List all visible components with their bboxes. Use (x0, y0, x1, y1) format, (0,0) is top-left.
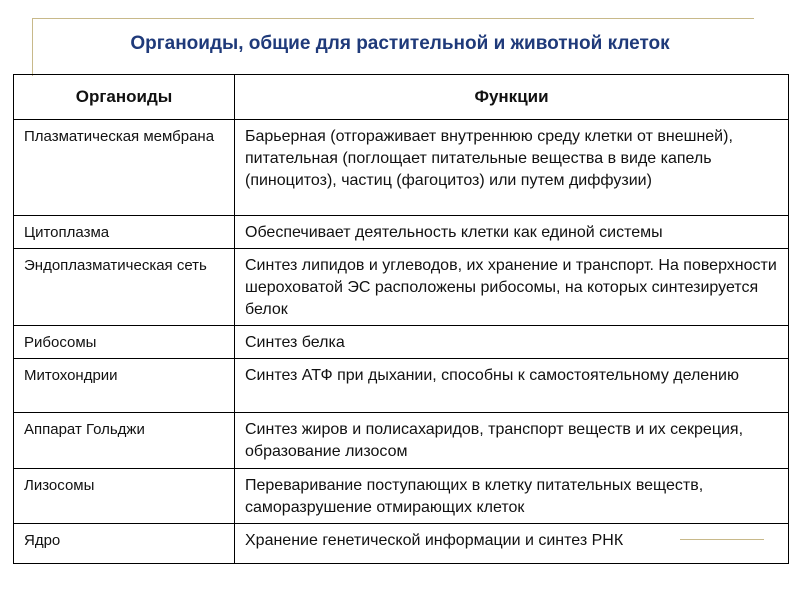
organelles-table (13, 74, 789, 564)
decorative-bottom-line (680, 539, 764, 540)
organelle-function: Синтез АТФ при дыхании, способны к самостоятельному делению (235, 359, 789, 413)
organelle-function: Обеспечивает деятельность клетки как единой системы (235, 216, 789, 249)
table-row (14, 469, 789, 524)
table-row (14, 524, 789, 564)
header-functions: Функции (235, 75, 789, 120)
page-title: Органоиды, общие для растительной и животной клеток (130, 33, 670, 54)
table-header-row (14, 75, 789, 120)
organelle-name: Лизосомы (14, 469, 235, 524)
table-row (14, 216, 789, 249)
organelle-function: Синтез жиров и полисахаридов, транспорт веществ и их секреция, образование лизосом (235, 413, 789, 469)
organelle-function: Барьерная (отгораживает внутреннюю среду клетки от внешней), питательная (поглощает питательные вещества в виде капель (пиноцитоз), частиц (фагоцитоз) или путем диффузии) (235, 120, 789, 216)
organelles-table-container (13, 74, 788, 564)
table-row (14, 326, 789, 359)
organelle-name: Цитоплазма (14, 216, 235, 249)
organelle-name: Плазматическая мембрана (14, 120, 235, 216)
organelle-function: Переваривание поступающих в клетку питательных веществ, саморазрушение отмирающих клеток (235, 469, 789, 524)
table-row (14, 359, 789, 413)
organelle-name: Аппарат Гольджи (14, 413, 235, 469)
organelle-function: Синтез белка (235, 326, 789, 359)
organelle-function: Синтез липидов и углеводов, их хранение и транспорт. На поверхности шероховатой ЭС расположены рибосомы, на которых синтезируется белок (235, 249, 789, 326)
table-row (14, 120, 789, 216)
organelle-name: Ядро (14, 524, 235, 564)
table-row (14, 249, 789, 326)
header-organelles: Органоиды (14, 75, 235, 120)
organelle-function: Хранение генетической информации и синтез РНК (235, 524, 789, 564)
organelle-name: Эндоплазматическая сеть (14, 249, 235, 326)
table-row (14, 413, 789, 469)
organelle-name: Митохондрии (14, 359, 235, 413)
organelle-name: Рибосомы (14, 326, 235, 359)
decorative-top-line (32, 18, 754, 19)
